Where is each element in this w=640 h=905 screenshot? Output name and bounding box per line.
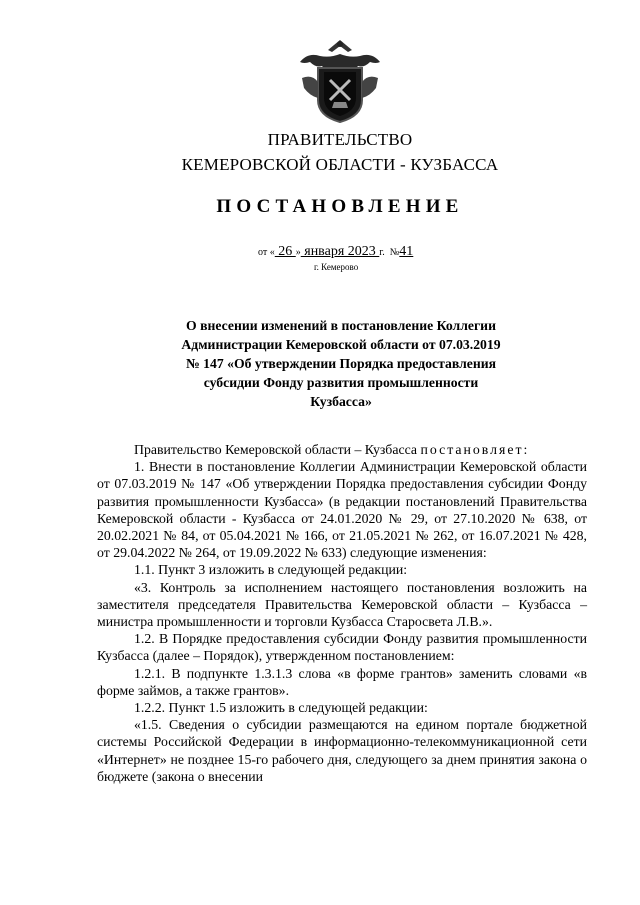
subject-line: Кузбасса» (310, 394, 372, 409)
subject-line: Администрации Кемеровской области от 07.03.2019 (181, 337, 501, 352)
subject-line: субсидии Фонду развития промышленности (203, 375, 479, 390)
date-day: 26 (274, 244, 296, 259)
body-paragraph: 1.2. В Порядке предоставления субсидии Фонду развития промышленности Кузбасса (далее – Порядок), утвержденном постановлением: (97, 631, 587, 664)
date-mid: » (295, 247, 301, 258)
number-label: № (389, 247, 400, 258)
date-number-line (258, 244, 413, 260)
government-name-line2: КЕМЕРОВСКОЙ ОБЛАСТИ - КУЗБАССА (181, 155, 499, 174)
document-type-heading: ПОСТАНОВЛЕНИЕ (216, 196, 464, 217)
date-prefix: от « (258, 247, 275, 258)
body-paragraph: 1. Внести в постановление Коллегии Администрации Кемеровской области от 07.03.2019 № 147 «Об утверждении Порядка предоставления субсидии Фонду развития промышленности Кузбасса» (в редакции постановлений Правительства Кемеровской области - Кузбасса от 24.01.2020 № 29, от 27.10.2020 № 638, от 20.02.2021 № 84, от 05.04.2021 № 166, от 21.05.2021 № 262, от 16.07.2021 № 428, от 29.04.2022 № 264, от 19.09.2022 № 633) следующие изменения: (97, 459, 587, 561)
intro-text: Правительство Кемеровской области – Кузбасса (134, 442, 421, 457)
body-paragraph: «1.5. Сведения о субсидии размещаются на едином портале бюджетной системы Российской Федерации в информационно-телекоммуникационной сети «Интернет» не позднее 15-го рабочего дня, следующего за днем принятия закона о бюджете (закона о внесении (97, 717, 587, 784)
document-number: 41 (399, 244, 414, 259)
date-month-year: января 2023 (300, 244, 380, 259)
coat-of-arms-icon (298, 38, 382, 124)
subject-line: № 147 «Об утверждении Порядка предоставления (185, 356, 497, 371)
body-paragraph: 1.1. Пункт 3 изложить в следующей редакции: (134, 562, 408, 578)
intro-resolves: постановляет: (420, 442, 530, 457)
body-paragraph: «3. Контроль за исполнением настоящего постановления возложить на заместителя председателя Правительства Кемеровской области – Кузбасса – министра промышленности и торговли Кузбасса Старосвета Л.В.». (97, 579, 587, 630)
date-year-suffix: г. (379, 247, 385, 258)
document-subject (163, 316, 519, 411)
intro-paragraph (97, 441, 587, 458)
document-body (97, 441, 587, 785)
city-label: г. Кемерово (314, 262, 359, 272)
body-paragraph: 1.2.1. В подпункте 1.3.1.3 слова «в форме грантов» заменить словами «в форме займов, а также грантов». (97, 665, 587, 698)
government-name-line1: ПРАВИТЕЛЬСТВО (267, 130, 413, 149)
body-paragraph: 1.2.2. Пункт 1.5 изложить в следующей редакции: (134, 700, 428, 716)
subject-line: О внесении изменений в постановление Коллегии (186, 318, 496, 333)
